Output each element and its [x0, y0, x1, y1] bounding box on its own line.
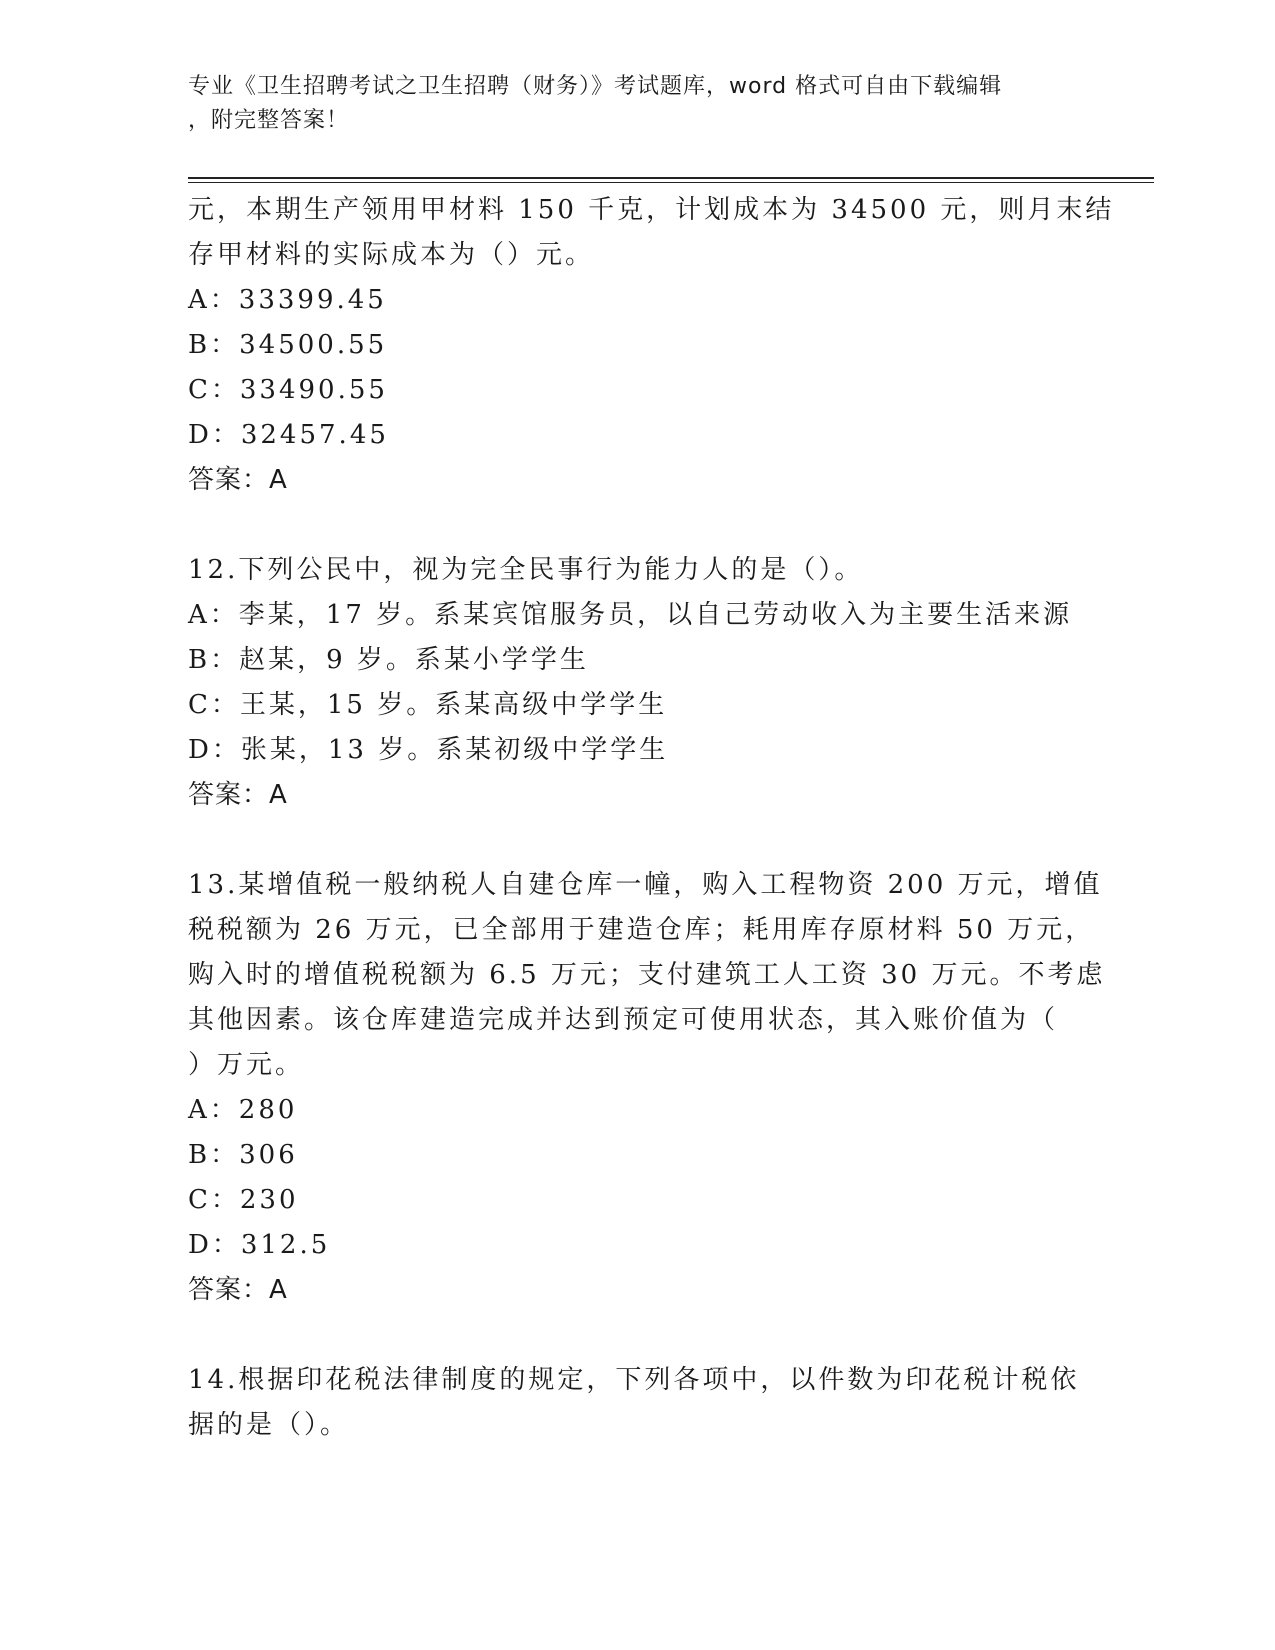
question-stem-line: 据的是（）。: [188, 1410, 350, 1440]
question-14: [188, 1358, 1078, 1448]
question-stem-line: ）万元。: [188, 1050, 305, 1080]
question-stem-line: 元，本期生产领用甲材料 150 千克，计划成本为 34500 元，则月末结: [188, 195, 1115, 225]
option-b: B：赵某，9 岁。系某小学学生: [188, 645, 589, 675]
option-c: C：33490.55: [188, 375, 388, 405]
question-stem-line: 12.下列公民中，视为完全民事行为能力人的是（）。: [188, 555, 864, 585]
question-stem-line: 税税额为 26 万元，已全部用于建造仓库；耗用库存原材料 50 万元，: [188, 915, 1095, 945]
question-13: [188, 863, 1106, 1313]
option-a: A：33399.45: [188, 285, 387, 315]
question-stem-line: 其他因素。该仓库建造完成并达到预定可使用状态，其入账价值为（: [188, 1005, 1059, 1035]
option-b: B：306: [188, 1140, 298, 1170]
question-stem-line: 14.根据印花税法律制度的规定，下列各项中，以件数为印花税计税依: [188, 1365, 1080, 1395]
option-c: C：王某，15 岁。系某高级中学学生: [188, 690, 668, 720]
header-divider-bottom: [188, 182, 1154, 183]
header-divider-top: [188, 177, 1154, 179]
option-a: A：280: [188, 1095, 298, 1125]
option-d: D：312.5: [188, 1230, 331, 1260]
option-a: A：李某，17 岁。系某宾馆服务员，以自己劳动收入为主要生活来源: [188, 600, 1073, 630]
document-body: [188, 188, 1115, 1448]
answer-line: 答案：A: [188, 1275, 288, 1305]
header-line-1: 专业《卫生招聘考试之卫生招聘（财务）》考试题库，word 格式可自由下载编辑: [188, 74, 1003, 99]
question-stem-line: 购入时的增值税税额为 6.5 万元；支付建筑工人工资 30 万元。不考虑: [188, 960, 1106, 990]
question-stem-line: 13.某增值税一般纳税人自建仓库一幢，购入工程物资 200 万元，增值: [188, 870, 1103, 900]
option-b: B：34500.55: [188, 330, 388, 360]
question-stem-line: 存甲材料的实际成本为（）元。: [188, 240, 595, 270]
answer-line: 答案：A: [188, 780, 288, 810]
option-c: C：230: [188, 1185, 299, 1215]
answer-line: 答案：A: [188, 465, 288, 495]
question-12: [188, 548, 1078, 818]
header-line-2: ，附完整答案！: [188, 108, 350, 133]
option-d: D：32457.45: [188, 420, 389, 450]
spacer: [188, 503, 1078, 548]
spacer: [188, 818, 1078, 863]
spacer: [188, 1313, 1078, 1358]
document-header: [188, 70, 1068, 138]
question-11: [188, 188, 1115, 503]
option-d: D：张某，13 岁。系某初级中学学生: [188, 735, 669, 765]
